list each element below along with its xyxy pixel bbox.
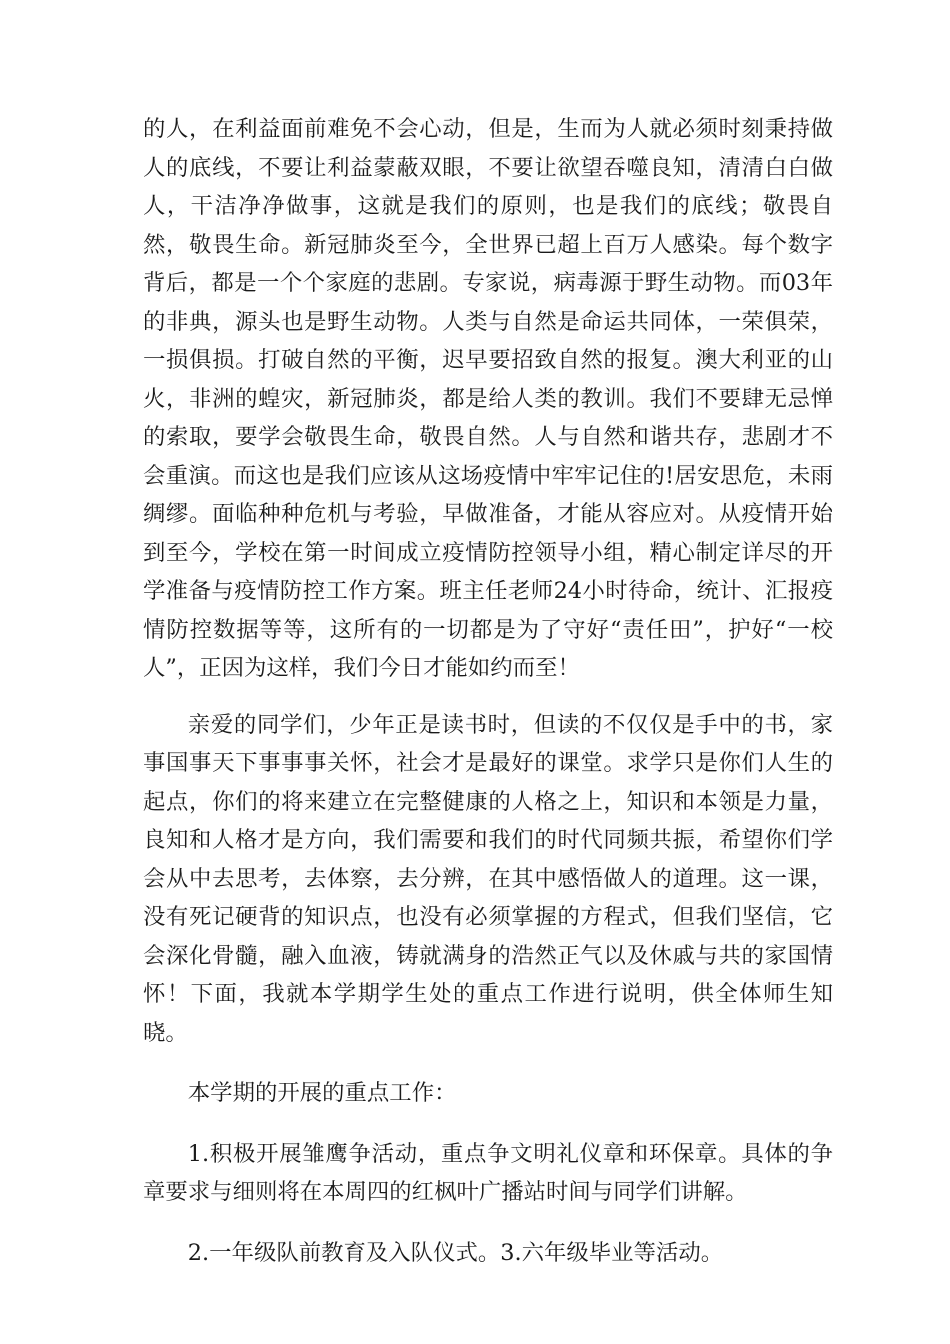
document-body: [143, 110, 833, 1272]
paragraph-message-to-students: 亲爱的同学们，少年正是读书时，但读的不仅仅是手中的书，家事国事天下事事事关怀，社会才是最好的课堂。求学只是你们人生的起点，你们的将来建立在完整健康的人格之上，知识和本领是力量，良知和人格才是方向，我们需要和我们的时代同频共振，希望你们学会从中去思考，去体察，去分辨，在其中感悟做人的道理。这一课，没有死记硬背的知识点，也没有必须掌握的方程式，但我们坚信，它会深化骨髓，融入血液，铸就满身的浩然正气以及休戚与共的家国情怀！下面，我就本学期学生处的重点工作进行说明，供全体师生知晓。: [143, 711, 833, 1046]
paragraph-ecology-and-epidemic: 的人，在利益面前难免不会心动，但是，生而为人就必须时刻秉持做人的底线，不要让利益蒙蔽双眼，不要让欲望吞噬良知，清清白白做人，干洁净净做事，这就是我们的原则，也是我们的底线；敬畏自然，敬畏生命。新冠肺炎至今，全世界已超上百万人感染。每个数字背后，都是一个个家庭的悲剧。专家说，病毒源于野生动物。而03年的非典，源头也是野生动物。人类与自然是命运共同体，一荣俱荣，一损俱损。打破自然的平衡，迟早要招致自然的报复。澳大利亚的山火，非洲的蝗灾，新冠肺炎，都是给人类的教训。我们不要肆无忌惮的索取，要学会敬畏生命，敬畏自然。人与自然和谐共存，悲剧才不会重演。而这也是我们应该从这场疫情中牢牢记住的!居安思危，未雨绸缪。面临种种危机与考验，早做准备，才能从容应对。从疫情开始到至今，学校在第一时间成立疫情防控领导小组，精心制定详尽的开学准备与疫情防控工作方案。班主任老师24小时待命，统计、汇报疫情防控数据等等，这所有的一切都是为了守好“责任田”，护好“一校人”，正因为这样，我们今日才能如约而至！: [143, 116, 833, 681]
paragraph-key-work-heading: 本学期的开展的重点工作：: [187, 1080, 457, 1106]
paragraph-key-work-item-1: 1.积极开展雏鹰争活动，重点争文明礼仪章和环保章。具体的争章要求与细则将在本周四的红枫叶广播站时间与同学们讲解。: [143, 1140, 833, 1205]
paragraph-key-work-item-2-3: 2.一年级队前教育及入队仪式。3.六年级毕业等活动。: [187, 1239, 724, 1266]
